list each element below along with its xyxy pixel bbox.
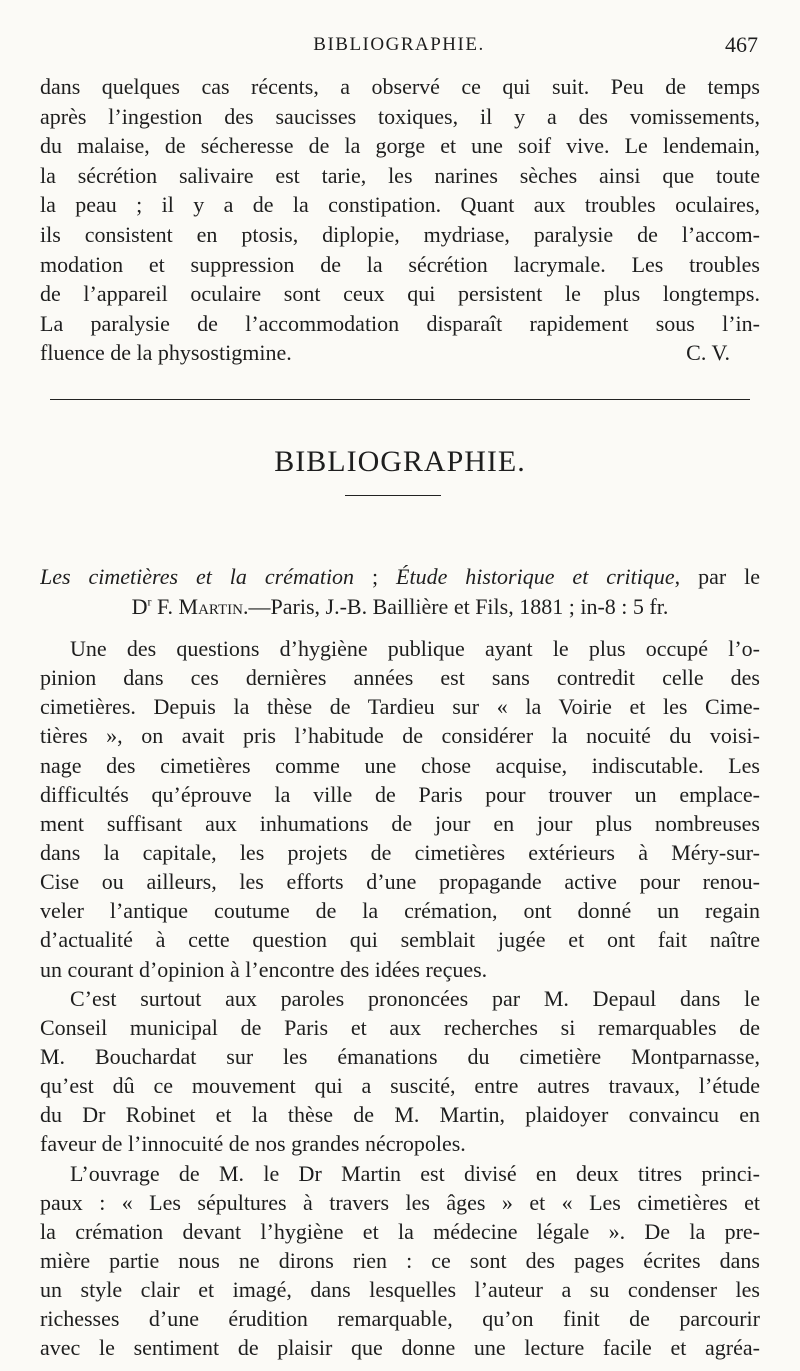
text-line: tières », on avait pris l’habitude de considérer la nocuité du voisi- xyxy=(40,723,760,749)
text-line: dans la capitale, les projets de cimetières extérieurs à Méry-sur- xyxy=(40,839,760,865)
text-line-content: fluence de la physostigmine. xyxy=(40,340,292,366)
text-line: pinion dans ces dernières années est sans contredit celle des xyxy=(40,665,760,691)
book-title: Les cimetières et la crémation xyxy=(40,564,355,589)
running-head xyxy=(40,34,758,64)
text-line: ment suffisant aux inhumations de jour en jour plus nombreuses xyxy=(40,810,760,836)
text-line: nage des cimetières comme une chose acquise, indiscutable. Les xyxy=(40,752,760,778)
text-line: du Dr Robinet et la thèse de M. Martin, plaidoyer convaincu en xyxy=(40,1102,760,1128)
paragraph xyxy=(40,634,760,984)
text-line: L’ouvrage de M. le Dr Martin est divisé en deux titres princi- xyxy=(70,1160,760,1186)
section-divider xyxy=(50,399,750,400)
book-citation xyxy=(40,562,760,622)
text-line: veler l’antique coutume de la crémation, ont donné un regain xyxy=(40,898,760,924)
author-prefix: D xyxy=(131,594,148,619)
heading-underline xyxy=(345,495,441,496)
citation-line-1 xyxy=(40,562,760,592)
text-line: dans quelques cas récents, a observé ce qui suit. Peu de temps xyxy=(40,74,760,99)
text-line: un courant d’opinion à l’encontre des idées reçues. xyxy=(40,956,488,982)
citation-line-2 xyxy=(40,592,760,622)
title-separator: ; xyxy=(354,564,397,589)
review-body xyxy=(40,634,760,1363)
text-line: Conseil municipal de Paris et aux recherches si remarquables de xyxy=(40,1014,760,1040)
paragraph xyxy=(40,984,760,1159)
text-line: difficultés qu’éprouve la ville de Paris pour trouver un emplace- xyxy=(40,781,760,807)
text-line: C’est surtout aux paroles prononcées par M. Depaul dans le xyxy=(70,985,760,1011)
continued-paragraph xyxy=(40,72,760,368)
text-line: la sécrétion salivaire est tarie, les narines sèches ainsi que toute xyxy=(40,162,760,188)
text-line: modation et suppression de la sécrétion lacrymale. Les troubles xyxy=(40,251,760,277)
text-line: après l’ingestion des saucisses toxiques, il y a des vomissements, xyxy=(40,103,760,129)
text-line: la peau ; il y a de la constipation. Quant aux troubles oculaires, xyxy=(40,192,760,218)
paragraph xyxy=(40,1159,760,1363)
text-line: un style clair et imagé, dans lesquelles l’auteur a su condenser les xyxy=(40,1277,760,1303)
text-line: d’actualité à cette question qui semblait jugée et ont fait naître xyxy=(40,927,760,953)
text-line: ils consistent en ptosis, diplopie, mydriase, paralysie de l’accom- xyxy=(40,221,760,247)
citation-by: , par le xyxy=(674,564,760,589)
text-line: cimetières. Depuis la thèse de Tardieu sur « la Voirie et les Cime- xyxy=(40,694,760,720)
text-line: Une des questions d’hygiène publique ayant le plus occupé l’o- xyxy=(70,636,760,661)
text-line: la crémation devant l’hygiène et la médecine légale ». De la pre- xyxy=(40,1218,760,1244)
book-subtitle: Étude historique et critique xyxy=(396,564,675,589)
author-name: F. Martin. xyxy=(151,594,249,619)
text-line: Cise ou ailleurs, les efforts d’une propagande active pour renou- xyxy=(40,869,760,895)
text-line: faveur de l’innocuité de nos grandes nécropoles. xyxy=(40,1131,466,1157)
text-line: mière partie nous ne dirons rien : ce sont des pages écrites dans xyxy=(40,1247,760,1273)
text-line: richesses d’une érudition remarquable, qu’on finit de parcourir xyxy=(40,1306,760,1332)
page-number: 467 xyxy=(725,32,758,57)
text-line: qu’est dû ce mouvement qui a suscité, entre autres travaux, l’étude xyxy=(40,1073,760,1099)
running-title: BIBLIOGRAPHIE. xyxy=(313,34,485,55)
text-line: La paralysie de l’accommodation disparaît rapidement sous l’in- xyxy=(40,310,760,336)
publication-details: —Paris, J.-B. Baillière et Fils, 1881 ; in-8 : 5 fr. xyxy=(248,594,669,619)
author-signature: C. V. xyxy=(686,340,730,366)
text-line: avec le sentiment de plaisir que donne une lecture facile et agréa- xyxy=(40,1335,760,1361)
section-heading: BIBLIOGRAPHIE. xyxy=(274,445,526,478)
text-line: de l’appareil oculaire sont ceux qui persistent le plus longtemps. xyxy=(40,281,760,307)
text-line: paux : « Les sépultures à travers les âges » et « Les cimetières et xyxy=(40,1189,760,1215)
text-line-with-signature xyxy=(40,338,760,368)
text-line: M. Bouchardat sur les émanations du cimetière Montparnasse, xyxy=(40,1043,760,1069)
text-line: du malaise, de sécheresse de la gorge et une soif vive. Le lendemain, xyxy=(40,133,760,159)
author-prefix-superscript: r xyxy=(147,594,152,609)
